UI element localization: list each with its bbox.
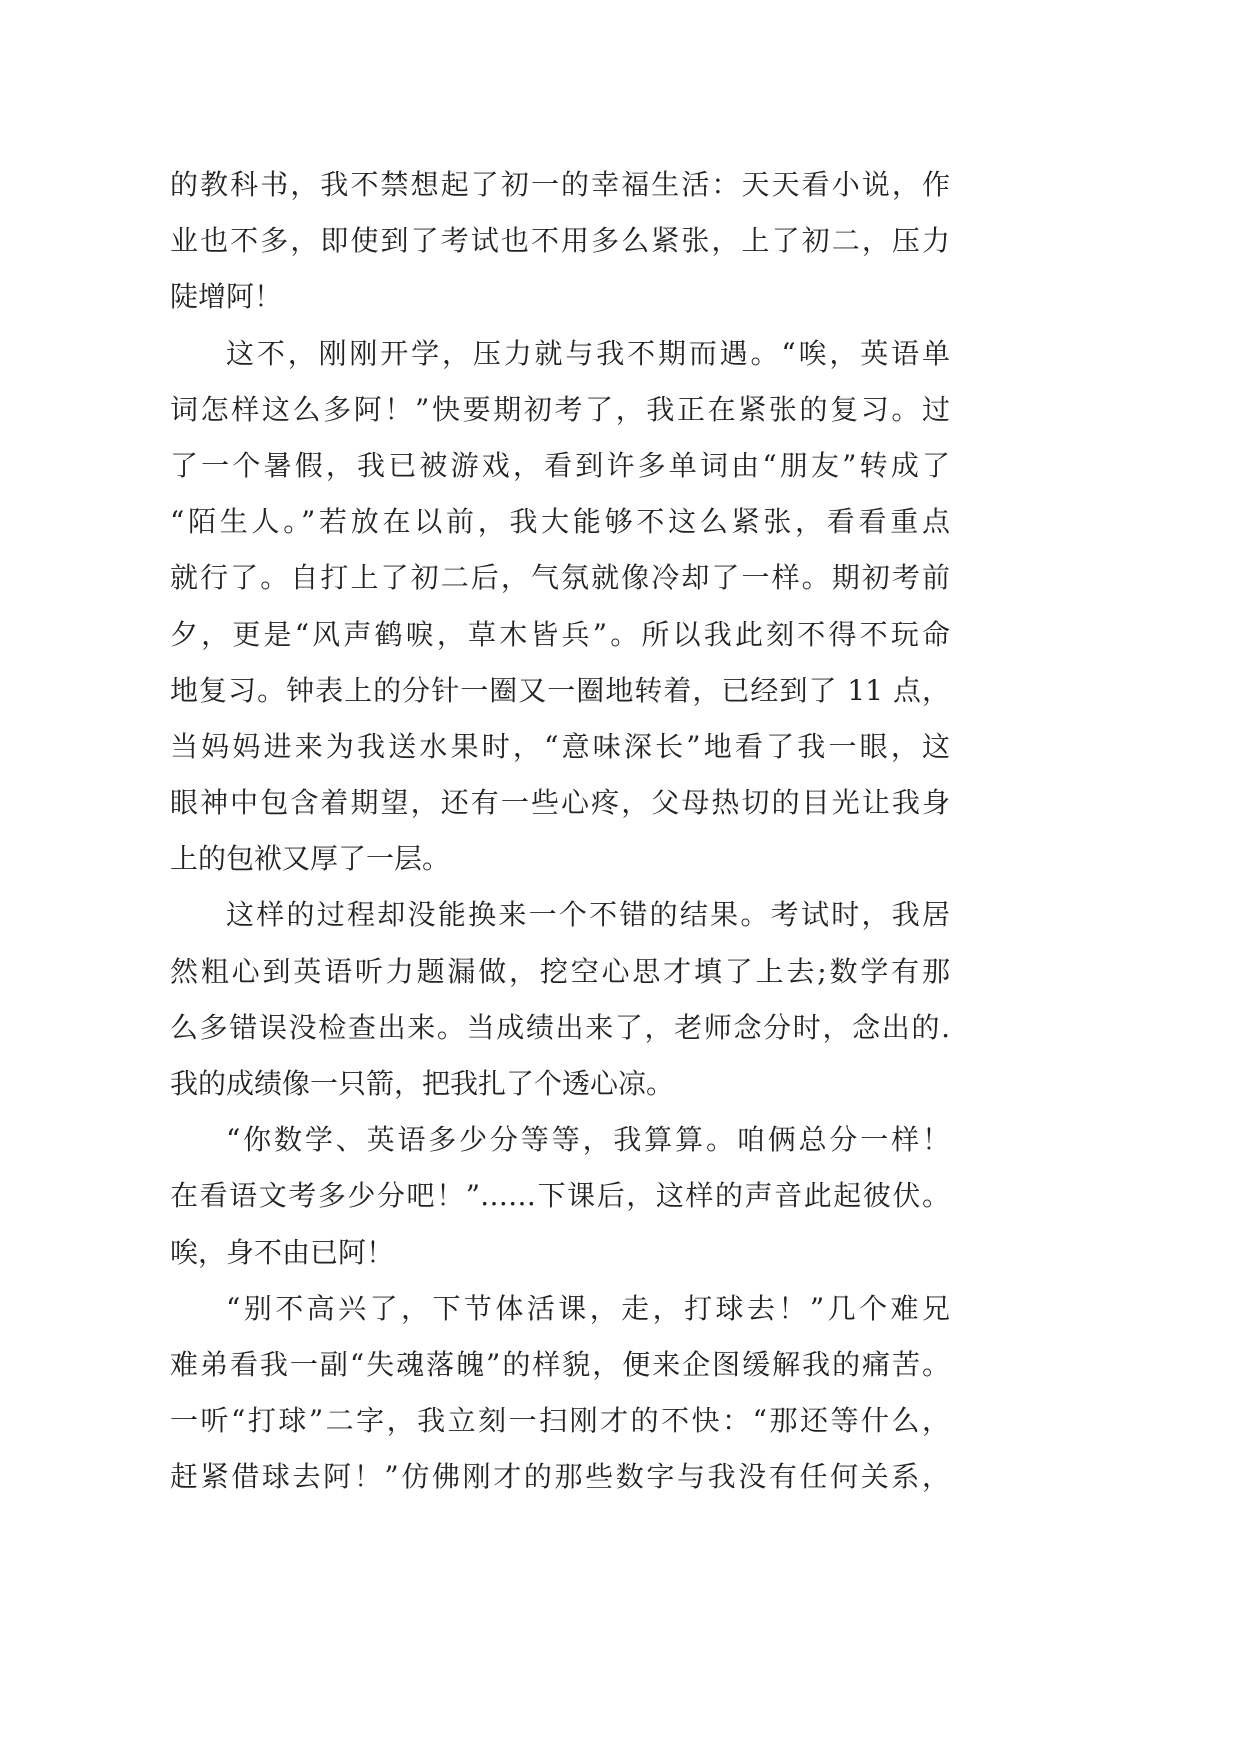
text-line: 唉，身不由已阿！	[170, 1235, 395, 1269]
text-line: 然粗心到英语听力题漏做，挖空心思才填了上去;数学有那	[170, 954, 950, 988]
text-line: 这样的过程却没能换来一个不错的结果。考试时，我居	[226, 898, 950, 932]
text-line: 我的成绩像一只箭，把我扎了个透心凉。	[170, 1067, 675, 1100]
text-line: 的教科书，我不禁想起了初一的幸福生活：天天看小说，作	[170, 168, 950, 201]
paragraph	[170, 1281, 950, 1506]
text-line: 夕，更是“风声鹤唳，草木皆兵”。所以我此刻不得不玩命	[170, 617, 950, 651]
text-line: 在看语文考多少分吧！”……下课后，这样的声音此起彼伏。	[170, 1179, 950, 1213]
text-line: 就行了。自打上了初二后，气氛就像冷却了一样。期初考前	[170, 561, 950, 595]
paragraph	[170, 887, 950, 1112]
text-line: 赶紧借球去阿！”仿佛刚才的那些数字与我没有任何关系，	[170, 1460, 950, 1494]
text-line: 业也不多，即使到了考试也不用多么紧张，上了初二，压力	[170, 224, 950, 258]
text-line: 陡增阿！	[170, 280, 283, 314]
body-text	[170, 157, 950, 1506]
text-line: 么多错误没检查出来。当成绩出来了，老师念分时，念出的.	[170, 1010, 950, 1044]
text-line: 这不，刚刚开学，压力就与我不期而遇。“唉，英语单	[226, 336, 950, 370]
paragraph	[170, 326, 950, 888]
text-line: 上的包袱又厚了一层。	[170, 842, 451, 876]
text-line: 了一个暑假，我已被游戏，看到许多单词由“朋友”转成了	[170, 448, 950, 482]
text-line: 当妈妈进来为我送水果时，“意味深长”地看了我一眼，这	[170, 729, 950, 763]
text-line: “陌生人。”若放在以前，我大能够不这么紧张，看看重点	[170, 505, 950, 539]
text-line: 难弟看我一副“失魂落魄”的样貌，便来企图缓解我的痛苦。	[170, 1347, 950, 1381]
text-line: “你数学、英语多少分等等，我算算。咱俩总分一样！	[226, 1123, 950, 1157]
text-line: 一听“打球”二字，我立刻一扫刚才的不快：“那还等什么，	[170, 1404, 950, 1438]
text-line: 眼神中包含着期望，还有一些心疼，父母热切的目光让我身	[170, 786, 950, 820]
text-line: 词怎样这么多阿！”快要期初考了，我正在紧张的复习。过	[170, 392, 950, 426]
text-line: “别不高兴了，下节体活课，走，打球去！”几个难兄	[226, 1291, 950, 1325]
text-line: 地复习。钟表上的分针一圈又一圈地转着，已经到了 11 点，	[170, 673, 950, 707]
paragraph	[170, 157, 950, 326]
paragraph	[170, 1112, 950, 1281]
